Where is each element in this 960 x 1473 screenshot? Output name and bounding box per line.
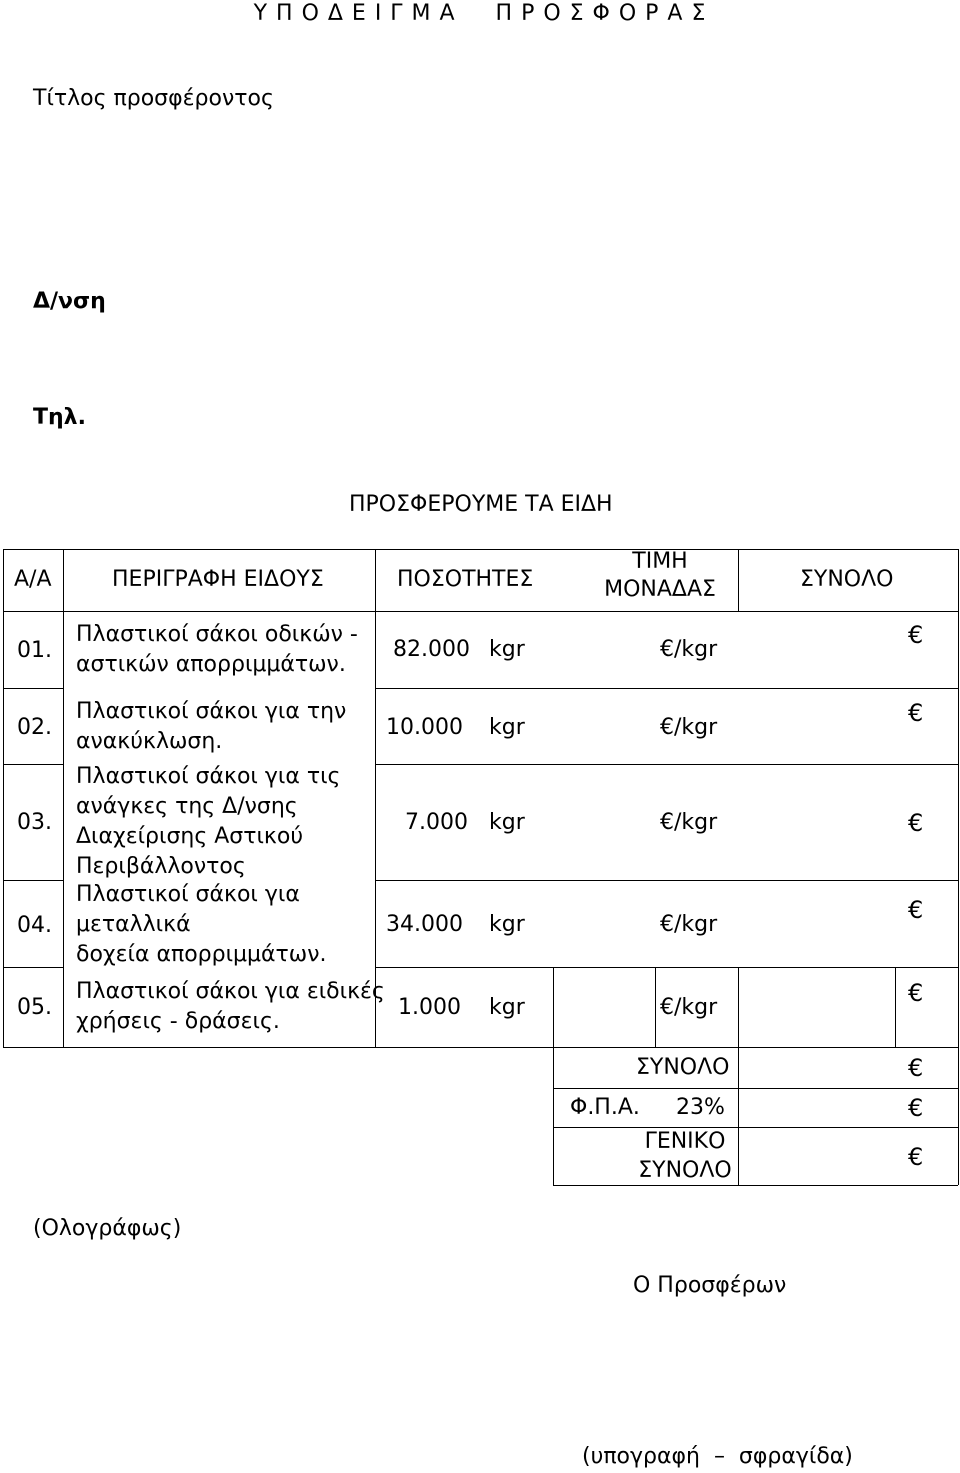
row-total-currency: € [908,979,924,1007]
grand-total-line2: ΣΥΝΟΛΟ [638,1158,732,1183]
row-unit: kgr [489,637,525,662]
signature-label: (υπογραφή – σφραγίδα) [582,1444,853,1469]
row-description [76,697,346,757]
row-total-currency: € [908,621,924,649]
header-unit-price-line2: ΜΟΝΑΔΑΣ [604,577,716,602]
row-description-line: Πλαστικοί σάκοι για τις [76,764,341,789]
row-description [76,977,385,1037]
row-index: 02. [17,715,52,740]
row-description-line: αστικών απορριμμάτων. [76,652,346,677]
bidder-label: Ο Προσφέρων [633,1273,787,1298]
row-price-unit: €/kgr [660,995,718,1020]
vat-currency: € [908,1094,924,1122]
phone-label: Τηλ. [33,405,86,430]
row-total-currency: € [908,896,924,924]
row-quantity: 82.000 [393,637,470,662]
row-description-line: ανάγκες της Δ/νσης [76,794,298,819]
row-description-line: Πλαστικοί σάκοι οδικών - [76,622,358,647]
row-quantity: 10.000 [386,715,463,740]
vat-rate: 23% [676,1095,725,1120]
row-index: 04. [17,913,52,938]
row-description-line: Πλαστικοί σάκοι για ειδικές [76,979,385,1004]
grand-total-label [630,1127,740,1185]
header-quantity: ΠΟΣΟΤΗΤΕΣ [397,567,534,592]
row-description-line: Περιβάλλοντος [76,854,246,879]
row-total-currency: € [908,699,924,727]
row-description-line: Πλαστικοί σάκοι για την [76,699,347,724]
header-total: ΣΥΝΟΛΟ [800,567,894,592]
row-index: 03. [17,810,52,835]
row-description-line: Πλαστικοί σάκοι για [76,882,300,907]
row-price-unit: €/kgr [660,912,718,937]
row-price-unit: €/kgr [660,637,718,662]
document-title: Υ Π Ο Δ Ε Ι Γ Μ Α Π Ρ Ο Σ Φ Ο Ρ Α Σ [253,1,707,26]
row-unit: kgr [489,810,525,835]
vat-label: Φ.Π.Α. [570,1095,640,1120]
offer-heading: ΠΡΟΣΦΕΡΟΥΜΕ ΤΑ ΕΙΔΗ [349,492,613,517]
row-quantity: 1.000 [398,995,461,1020]
row-unit: kgr [489,912,525,937]
row-quantity: 7.000 [405,810,468,835]
grand-total-currency: € [908,1143,924,1171]
header-unit-price-line1: ΤΙΜΗ [632,549,688,574]
row-description [76,880,327,970]
subtotal-currency: € [908,1054,924,1082]
row-description [76,762,340,882]
row-index: 05. [17,995,52,1020]
grand-total-line1: ΓΕΝΙΚΟ [644,1129,726,1154]
row-description-line: χρήσεις - δράσεις. [76,1009,280,1034]
row-total-currency: € [908,809,924,837]
bidder-title-label: Τίτλος προσφέροντος [33,86,274,111]
row-description [76,620,358,680]
header-index: Α/Α [14,567,52,592]
row-description-line: μεταλλικά [76,912,191,937]
in-words-label: (Ολογράφως) [33,1216,182,1241]
subtotal-label: ΣΥΝΟΛΟ [636,1055,730,1080]
row-index: 01. [17,638,52,663]
row-quantity: 34.000 [386,912,463,937]
row-description-line: δοχεία απορριμμάτων. [76,942,327,967]
row-unit: kgr [489,995,525,1020]
row-price-unit: €/kgr [660,810,718,835]
header-description: ΠΕΡΙΓΡΑΦΗ ΕΙΔΟΥΣ [112,567,324,592]
header-unit-price [560,548,760,604]
row-description-line: Διαχείρισης Αστικού [76,824,304,849]
row-unit: kgr [489,715,525,740]
row-description-line: ανακύκλωση. [76,729,223,754]
row-price-unit: €/kgr [660,715,718,740]
address-label: Δ/νση [33,289,106,314]
